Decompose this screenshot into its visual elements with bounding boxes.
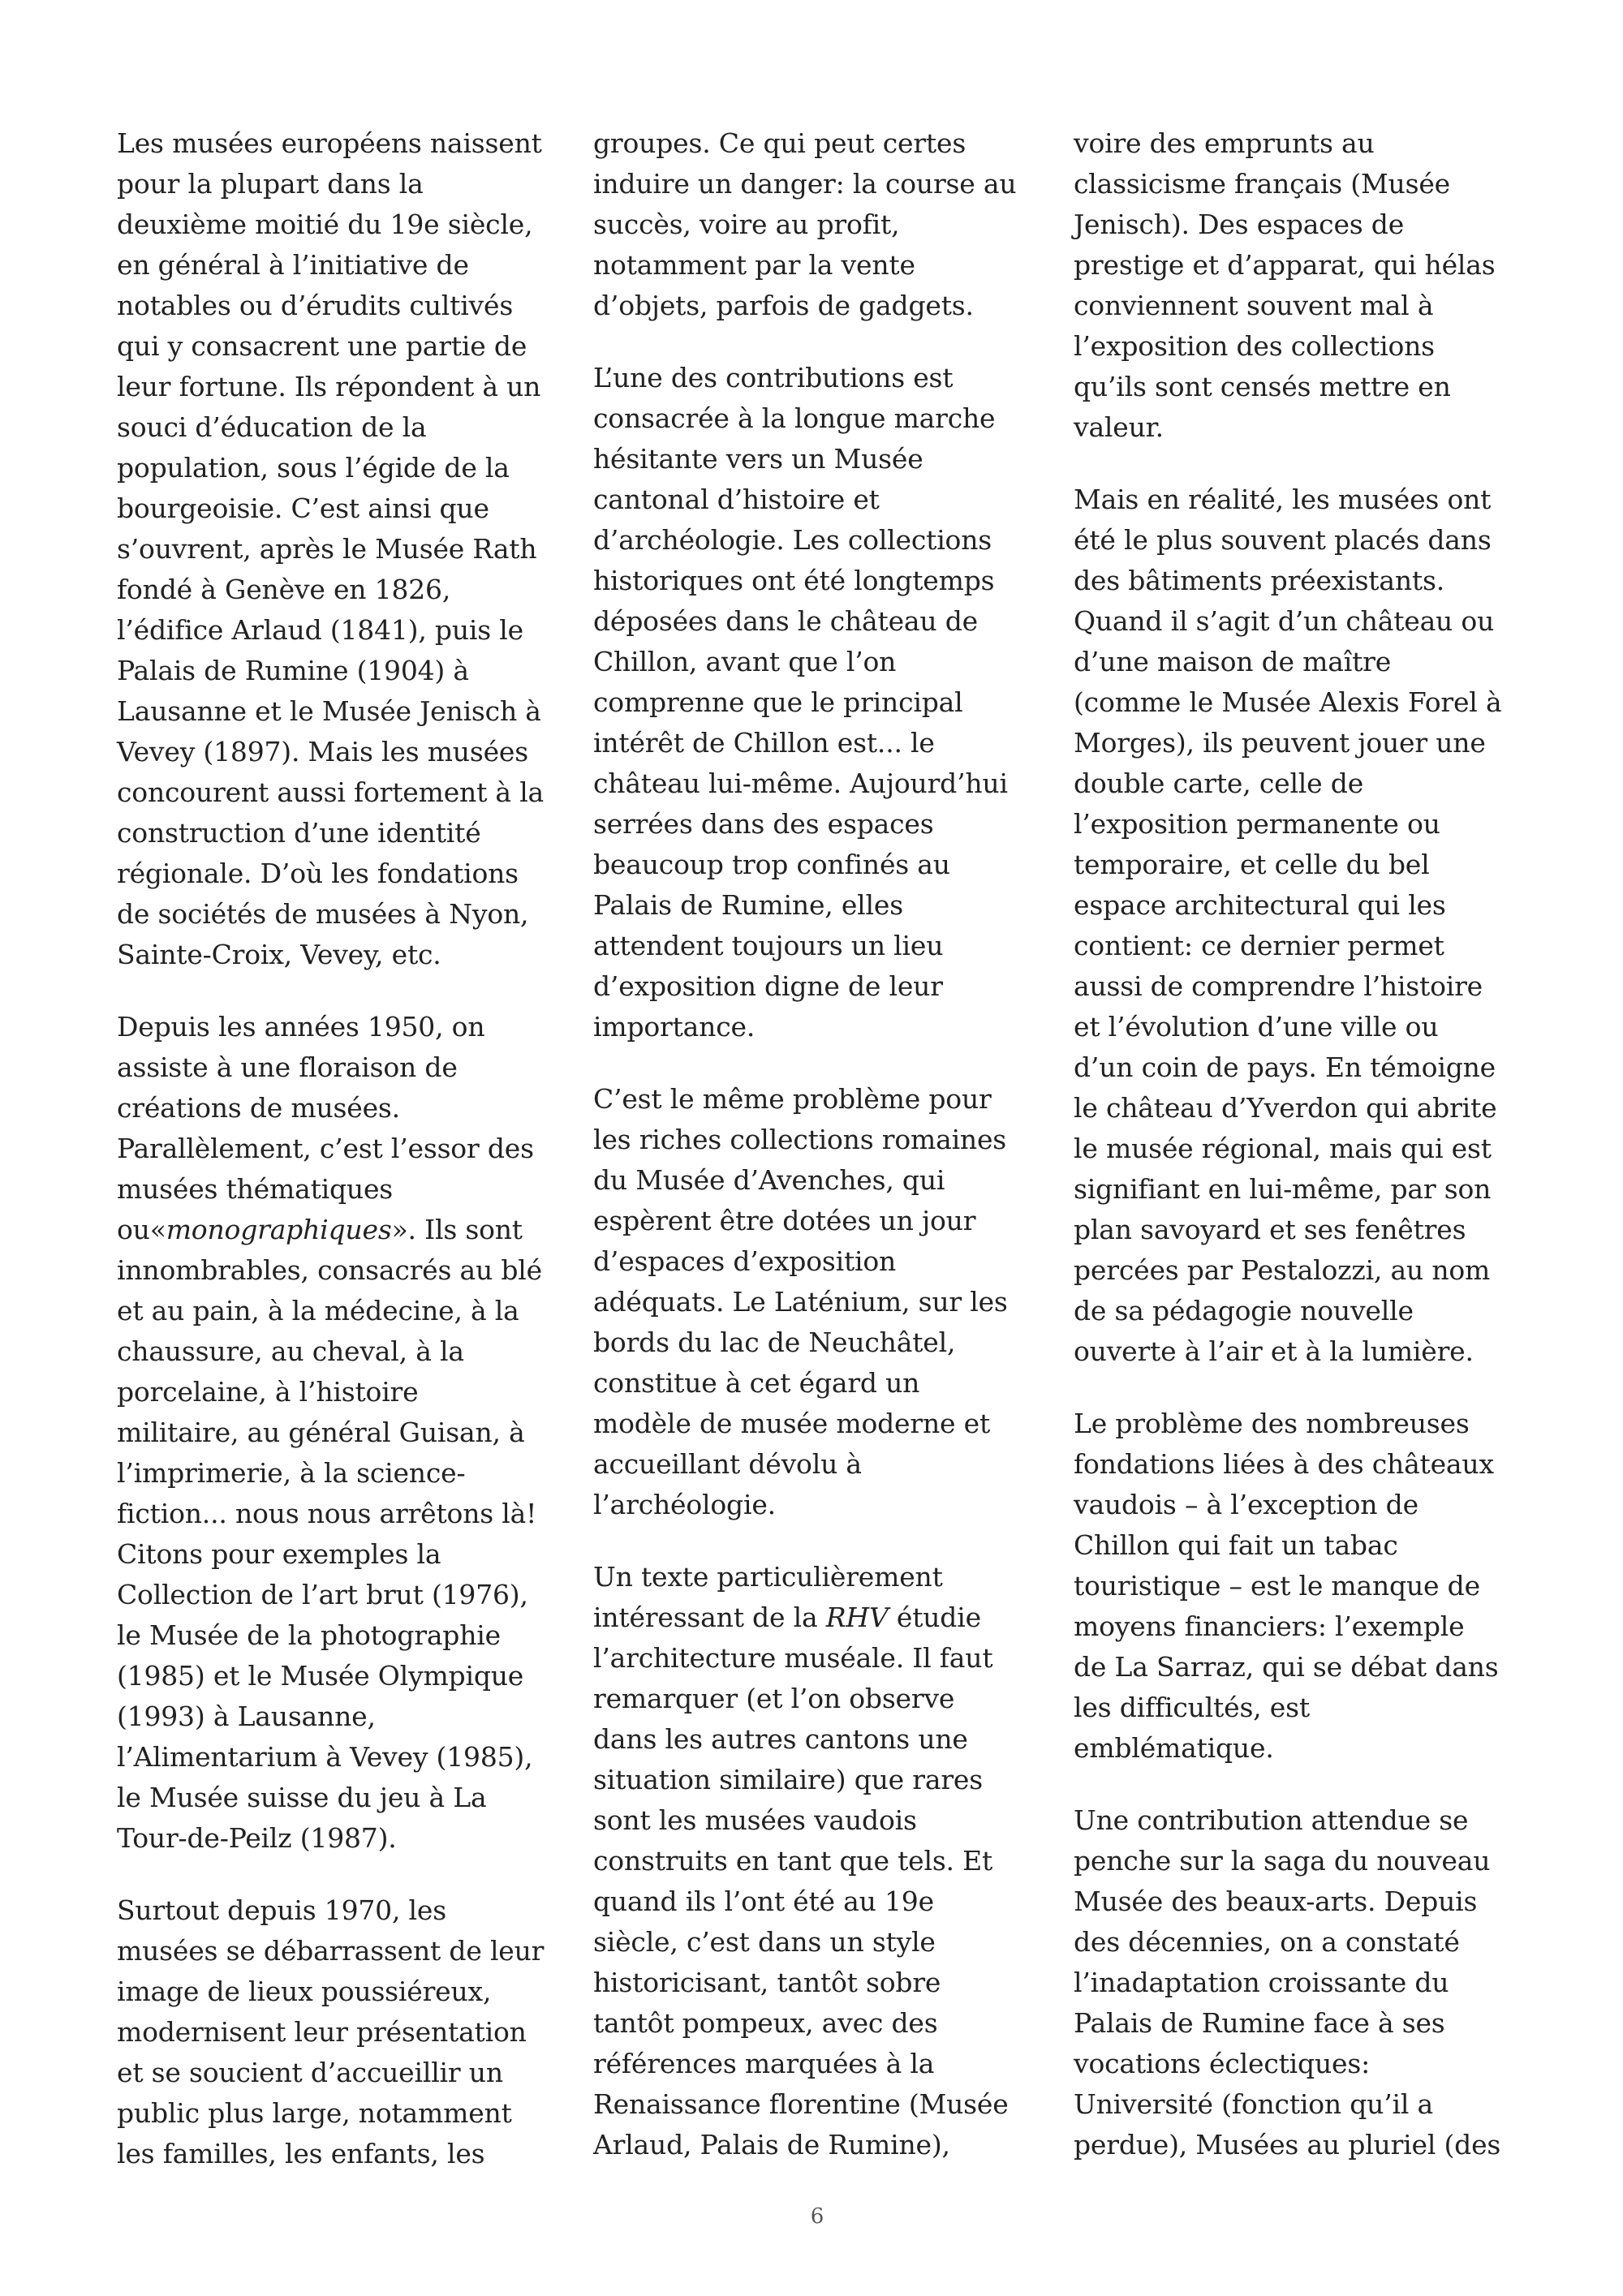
text-line: l’architecture muséale. Il faut xyxy=(593,1642,993,1674)
text-line: s’ouvrent, après le Musée Rath xyxy=(117,533,537,565)
text-line: l’édifice Arlaud (1841), puis le xyxy=(117,614,523,646)
text-line: et se soucient d’accueillir un xyxy=(117,2057,503,2088)
text-line: déposées dans le château de xyxy=(593,605,978,637)
text-line: penche sur la saga du nouveau xyxy=(1074,1845,1491,1877)
italic-text: RHV xyxy=(825,1602,889,1633)
paragraph xyxy=(117,123,571,975)
text-line: innombrables, consacrés au blé xyxy=(117,1254,542,1286)
text-line: bords du lac de Neuchâtel, xyxy=(593,1326,956,1358)
text-line: deuxième moitié du 19e siècle, xyxy=(117,209,533,240)
text-line: tantôt pompeux, avec des xyxy=(593,2007,938,2039)
text-line: Renaissance florentine (Musée xyxy=(593,2088,1009,2120)
text-line: Palais de Rumine, elles xyxy=(593,889,903,921)
text-line: Une contribution attendue se xyxy=(1074,1804,1469,1836)
text-line: conviennent souvent mal à xyxy=(1074,290,1434,321)
text-line: groupes. Ce qui peut certes xyxy=(593,127,966,159)
text-line: valeur. xyxy=(1074,411,1164,443)
text-line: bourgeoisie. C’est ainsi que xyxy=(117,492,489,524)
text-line: classicisme français (Musée xyxy=(1074,168,1450,200)
text-line: espace architectural qui les xyxy=(1074,889,1446,921)
text-line: Les musées européens naissent xyxy=(117,127,542,159)
text-line: beaucoup trop confinés au xyxy=(593,849,950,880)
text-line: succès, voire au profit, xyxy=(593,209,900,240)
text-line: le Musée de la photographie xyxy=(117,1619,501,1651)
paragraph xyxy=(117,1890,571,2174)
paragraph xyxy=(593,123,1048,326)
text-line: voire des emprunts au xyxy=(1074,127,1375,159)
text-line: Collection de l’art brut (1976), xyxy=(117,1579,528,1610)
text-line: signifiant en lui-même, par son xyxy=(1074,1173,1492,1205)
text-line: pour la plupart dans la xyxy=(117,168,424,200)
text-line: Arlaud, Palais de Rumine), xyxy=(593,2129,950,2161)
text-line: l’imprimerie, à la science- xyxy=(117,1457,466,1489)
text-line: en général à l’initiative de xyxy=(117,249,469,281)
text-line: musées thématiques xyxy=(117,1173,394,1205)
text-line: créations de musées. xyxy=(117,1092,400,1124)
paragraph xyxy=(117,1007,571,1859)
text-line: musées se débarrassent de leur xyxy=(117,1935,545,1967)
text-line: temporaire, et celle du bel xyxy=(1074,849,1430,880)
text-line: espèrent être dotées un jour xyxy=(593,1205,976,1236)
text-line: construits en tant que tels. Et xyxy=(593,1845,993,1877)
text-line: qui y consacrent une partie de xyxy=(117,330,527,362)
text-line: d’objets, parfois de gadgets. xyxy=(593,290,974,321)
text-line: importance. xyxy=(593,1011,756,1043)
text-line: siècle, c’est dans un style xyxy=(593,1926,936,1958)
text-line: des bâtiments préexistants. xyxy=(1074,565,1444,596)
text-line: vaudois – à l’exception de xyxy=(1074,1489,1419,1520)
text-line: aussi de comprendre l’histoire xyxy=(1074,970,1483,1002)
text-line: moyens financiers: l’exemple xyxy=(1074,1610,1465,1642)
text-line: leur fortune. Ils répondent à un xyxy=(117,371,541,402)
text-line: Parallèlement, c’est l’essor des xyxy=(117,1133,534,1164)
paragraph xyxy=(593,358,1048,1047)
paragraph xyxy=(1074,1404,1528,1769)
text-line: Surtout depuis 1970, les xyxy=(117,1894,446,1926)
text-line: notables ou d’érudits cultivés xyxy=(117,290,514,321)
text-line: Jenisch). Des espaces de xyxy=(1074,209,1405,240)
text-line: ouverte à l’air et à la lumière. xyxy=(1074,1335,1474,1367)
text-line: les familles, les enfants, les xyxy=(117,2138,485,2169)
text-line: Morges), ils peuvent jouer une xyxy=(1074,727,1486,759)
paragraph xyxy=(1074,123,1528,448)
text-line: accueillant dévolu à xyxy=(593,1448,862,1480)
text-line: Vevey (1897). Mais les musées xyxy=(117,736,528,767)
text-line: serrées dans des espaces xyxy=(593,808,934,840)
text-line: adéquats. Le Laténium, sur les xyxy=(593,1286,1008,1318)
text-line: Université (fonction qu’il a xyxy=(1074,2088,1433,2120)
text-line: Lausanne et le Musée Jenisch à xyxy=(117,695,541,727)
text-line: fondations liées à des châteaux xyxy=(1074,1448,1494,1480)
text-line: emblématique. xyxy=(1074,1732,1274,1764)
text-line: intérêt de Chillon est... le xyxy=(593,727,935,759)
text-line: historiques ont été longtemps xyxy=(593,565,995,596)
text-line: chaussure, au cheval, à la xyxy=(117,1335,464,1367)
text-line: d’un coin de pays. En témoigne xyxy=(1074,1051,1496,1083)
text-line: (1985) et le Musée Olympique xyxy=(117,1660,524,1692)
text-line: porcelaine, à l’histoire xyxy=(117,1376,419,1408)
text-line: (comme le Musée Alexis Forel à xyxy=(1074,686,1502,718)
text-line: Depuis les années 1950, on xyxy=(117,1011,485,1043)
text-line: régionale. D’où les fondations xyxy=(117,858,519,889)
text-line: d’espaces d’exposition xyxy=(593,1245,897,1277)
text-line: ou«monographiques». Ils sont xyxy=(117,1214,523,1245)
text-line: du Musée d’Avenches, qui xyxy=(593,1164,945,1196)
text-line: le musée régional, mais qui est xyxy=(1074,1133,1492,1164)
text-line: (1993) à Lausanne, xyxy=(117,1701,376,1732)
text-line: modernisent leur présentation xyxy=(117,2016,527,2048)
text-line: comprenne que le principal xyxy=(593,686,963,718)
text-line: des décennies, on a constaté xyxy=(1074,1926,1460,1958)
text-line: d’archéologie. Les collections xyxy=(593,524,992,556)
text-line: quand ils l’ont été au 19e xyxy=(593,1885,934,1917)
text-line: historicisant, tantôt sobre xyxy=(593,1967,941,1998)
paragraph xyxy=(593,1557,1048,2165)
text-column-3 xyxy=(1074,123,1528,2197)
text-line: le Musée suisse du jeu à La xyxy=(117,1782,487,1813)
text-line: Musée des beaux-arts. Depuis xyxy=(1074,1885,1478,1917)
text-line: situation similaire) que rares xyxy=(593,1764,983,1795)
text-line: et l’évolution d’une ville ou xyxy=(1074,1011,1439,1043)
text-line: été le plus souvent placés dans xyxy=(1074,524,1492,556)
text-line: vocations éclectiques: xyxy=(1074,2048,1370,2079)
text-line: Chillon qui fait un tabac xyxy=(1074,1529,1398,1561)
text-line: et au pain, à la médecine, à la xyxy=(117,1295,519,1326)
text-line: attendent toujours un lieu xyxy=(593,930,944,961)
paragraph xyxy=(593,1079,1048,1525)
text-line: assiste à une floraison de xyxy=(117,1051,458,1083)
text-line: population, sous l’égide de la xyxy=(117,452,510,484)
text-line: consacrée à la longue marche xyxy=(593,402,996,434)
text-line: double carte, celle de xyxy=(1074,767,1364,799)
text-line: remarquer (et l’on observe xyxy=(593,1683,955,1714)
text-line: Palais de Rumine (1904) à xyxy=(117,655,469,686)
text-line: de sociétés de musées à Nyon, xyxy=(117,898,529,930)
text-line: contient: ce dernier permet xyxy=(1074,930,1444,961)
text-line: références marquées à la xyxy=(593,2048,935,2079)
text-line: d’une maison de maître xyxy=(1074,646,1392,677)
page-number: 6 xyxy=(810,2204,824,2229)
text-line: Sainte-Croix, Vevey, etc. xyxy=(117,939,441,970)
text-line: dans les autres cantons une xyxy=(593,1723,968,1755)
text-line: notamment par la vente xyxy=(593,249,915,281)
text-line: cantonal d’histoire et xyxy=(593,484,880,515)
text-line: Le problème des nombreuses xyxy=(1074,1408,1470,1439)
text-line: militaire, au général Guisan, à xyxy=(117,1417,525,1448)
text-line: le château d’Yverdon qui abrite xyxy=(1074,1092,1497,1124)
text-line: concourent aussi fortement à la xyxy=(117,776,545,808)
text-line: fondé à Genève en 1826, xyxy=(117,574,451,605)
text-line: touristique – est le manque de xyxy=(1074,1570,1480,1602)
text-line: d’exposition digne de leur xyxy=(593,970,943,1002)
text-line: L’une des contributions est xyxy=(593,362,954,393)
text-line: Tour-de-Peilz (1987). xyxy=(117,1822,397,1854)
text-line: modèle de musée moderne et xyxy=(593,1408,991,1439)
text-line: Un texte particulièrement xyxy=(593,1561,943,1593)
text-line: Citons pour exemples la xyxy=(117,1538,441,1570)
text-line: intéressant de la RHV étudie xyxy=(593,1602,981,1633)
text-line: fiction... nous nous arrêtons là! xyxy=(117,1498,537,1529)
italic-text: monographiques xyxy=(166,1214,392,1245)
text-line: plan savoyard et ses fenêtres xyxy=(1074,1214,1466,1245)
text-line: hésitante vers un Musée xyxy=(593,443,923,475)
text-line: souci d’éducation de la xyxy=(117,411,427,443)
text-line: constitue à cet égard un xyxy=(593,1367,920,1399)
text-line: public plus large, notamment xyxy=(117,2097,512,2129)
text-line: induire un danger: la course au xyxy=(593,168,1017,200)
text-line: les riches collections romaines xyxy=(593,1124,1007,1155)
text-line: l’Alimentarium à Vevey (1985), xyxy=(117,1741,533,1773)
text-line: percées par Pestalozzi, au nom xyxy=(1074,1254,1491,1286)
text-line: perdue), Musées au pluriel (des xyxy=(1074,2129,1501,2161)
text-line: Quand il s’agit d’un château ou xyxy=(1074,605,1495,637)
text-line: image de lieux poussiéreux, xyxy=(117,1976,492,2007)
text-column-1 xyxy=(117,123,571,2206)
text-line: l’archéologie. xyxy=(593,1489,776,1520)
text-line: de sa pédagogie nouvelle xyxy=(1074,1295,1414,1326)
text-line: l’exposition permanente ou xyxy=(1074,808,1440,840)
text-line: château lui-même. Aujourd’hui xyxy=(593,767,1008,799)
text-line: C’est le même problème pour xyxy=(593,1083,992,1115)
text-line: sont les musées vaudois xyxy=(593,1804,917,1836)
text-line: Mais en réalité, les musées ont xyxy=(1074,484,1492,515)
text-column-2 xyxy=(593,123,1048,2197)
text-line: Palais de Rumine face à ses xyxy=(1074,2007,1445,2039)
text-line: l’inadaptation croissante du xyxy=(1074,1967,1449,1998)
text-line: de La Sarraz, qui se débat dans xyxy=(1074,1651,1499,1683)
text-line: prestige et d’apparat, qui hélas xyxy=(1074,249,1496,281)
paragraph xyxy=(1074,1800,1528,2165)
text-line: l’exposition des collections xyxy=(1074,330,1435,362)
text-line: construction d’une identité xyxy=(117,817,481,849)
text-line: les difficultés, est xyxy=(1074,1692,1310,1723)
text-line: qu’ils sont censés mettre en xyxy=(1074,371,1451,402)
text-line: Chillon, avant que l’on xyxy=(593,646,897,677)
paragraph xyxy=(1074,479,1528,1372)
